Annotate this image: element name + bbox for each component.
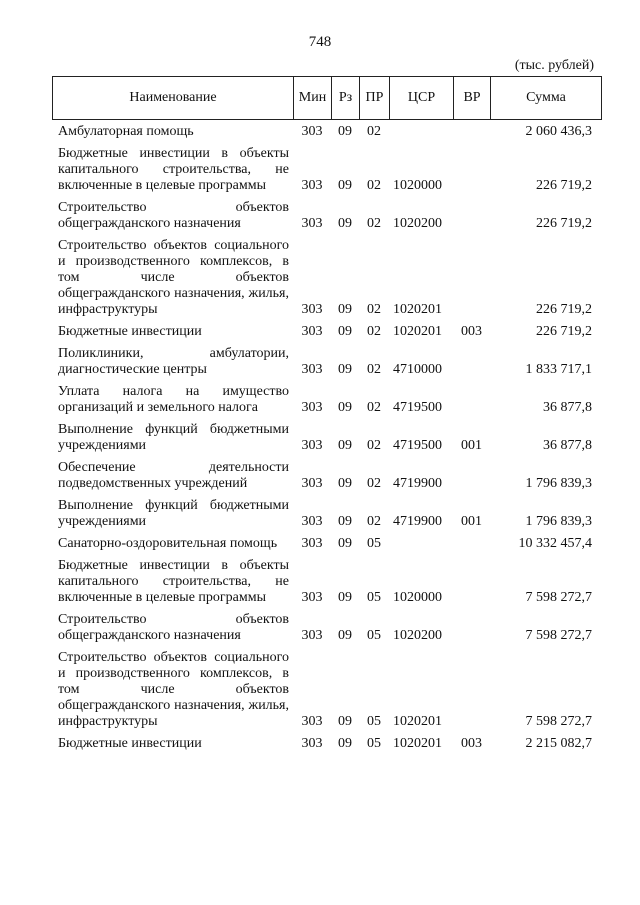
cell-min: 303 (301, 714, 323, 729)
table-header (52, 76, 602, 120)
table-row (52, 422, 602, 454)
cell-min: 303 (301, 178, 323, 193)
table-row (52, 200, 602, 232)
table-row (52, 736, 602, 752)
cell-csr: 1020200 (393, 628, 442, 643)
cell-sum: 226 719,2 (536, 324, 592, 339)
cell-name: Строительство объектов социального и производственного комплексов, в том числе объектов общегражданского назначения, жилья, инфраструктуры (58, 238, 289, 317)
column-header-sum: Сумма (526, 90, 566, 105)
cell-rz: 09 (338, 400, 352, 415)
cell-sum: 226 719,2 (536, 178, 592, 193)
cell-sum: 7 598 272,7 (525, 714, 592, 729)
cell-vr: 001 (461, 438, 482, 453)
cell-vr: 001 (461, 514, 482, 529)
cell-csr: 4719900 (393, 476, 442, 491)
cell-rz: 09 (338, 216, 352, 231)
table-row (52, 460, 602, 492)
units-label: (тыс. рублей) (514, 58, 594, 73)
cell-rz: 09 (338, 362, 352, 377)
table-body (52, 124, 602, 758)
cell-csr: 1020000 (393, 178, 442, 193)
cell-pr: 05 (367, 536, 381, 551)
cell-min: 303 (301, 514, 323, 529)
cell-pr: 05 (367, 714, 381, 729)
cell-pr: 02 (367, 514, 381, 529)
cell-name: Бюджетные инвестиции (58, 736, 202, 751)
table-row (52, 146, 602, 194)
column-header-rz: Рз (332, 77, 360, 119)
cell-sum: 2 060 436,3 (525, 124, 592, 139)
table-row (52, 536, 602, 552)
cell-pr: 02 (367, 400, 381, 415)
cell-pr: 02 (367, 438, 381, 453)
cell-name: Обеспечение деятельности подведомственных учреждений (58, 460, 289, 491)
cell-rz: 09 (338, 438, 352, 453)
cell-min: 303 (301, 216, 323, 231)
cell-vr: 003 (461, 324, 482, 339)
table-row (52, 238, 602, 318)
cell-pr: 05 (367, 590, 381, 605)
cell-min: 303 (301, 628, 323, 643)
table-row (52, 384, 602, 416)
cell-pr: 02 (367, 302, 381, 317)
cell-csr: 4719500 (393, 438, 442, 453)
cell-rz: 09 (338, 302, 352, 317)
cell-sum: 226 719,2 (536, 302, 592, 317)
cell-min: 303 (301, 736, 323, 751)
cell-name: Выполнение функций бюджетными учреждениями (58, 422, 289, 453)
cell-rz: 09 (338, 514, 352, 529)
cell-name: Строительство объектов социального и производственного комплексов, в том числе объектов общегражданского назначения, жилья, инфраструктуры (58, 650, 289, 729)
cell-name: Поликлиники, амбулатории, диагностические центры (58, 346, 289, 377)
cell-sum: 226 719,2 (536, 216, 592, 231)
column-header-name: Наименование (53, 77, 294, 119)
cell-rz: 09 (338, 736, 352, 751)
cell-csr: 1020200 (393, 216, 442, 231)
cell-csr: 1020201 (393, 302, 442, 317)
cell-name: Строительство объектов общегражданского назначения (58, 612, 289, 643)
cell-sum: 7 598 272,7 (525, 590, 592, 605)
cell-name: Амбулаторная помощь (58, 124, 194, 139)
table-row (52, 346, 602, 378)
cell-pr: 02 (367, 124, 381, 139)
cell-sum: 36 877,8 (543, 400, 592, 415)
cell-pr: 05 (367, 736, 381, 751)
cell-min: 303 (301, 400, 323, 415)
table-row (52, 558, 602, 606)
cell-rz: 09 (338, 536, 352, 551)
cell-name: Выполнение функций бюджетными учреждениями (58, 498, 289, 529)
cell-min: 303 (301, 324, 323, 339)
cell-pr: 02 (367, 476, 381, 491)
cell-rz: 09 (338, 324, 352, 339)
cell-min: 303 (301, 124, 323, 139)
cell-name: Бюджетные инвестиции в объекты капитального строительства, не включенные в целевые программы (58, 146, 289, 193)
cell-min: 303 (301, 476, 323, 491)
cell-sum: 1 796 839,3 (525, 514, 592, 529)
cell-name: Строительство объектов общегражданского назначения (58, 200, 289, 231)
cell-min: 303 (301, 438, 323, 453)
cell-sum: 1 833 717,1 (525, 362, 592, 377)
cell-csr: 1020201 (393, 736, 442, 751)
cell-csr: 4719500 (393, 400, 442, 415)
table-row (52, 650, 602, 730)
page-number: 748 (308, 34, 332, 50)
cell-min: 303 (301, 302, 323, 317)
cell-vr: 003 (461, 736, 482, 751)
cell-rz: 09 (338, 714, 352, 729)
cell-pr: 05 (367, 628, 381, 643)
cell-sum: 1 796 839,3 (525, 476, 592, 491)
table-row (52, 324, 602, 340)
cell-min: 303 (301, 362, 323, 377)
cell-name: Уплата налога на имущество организаций и земельного налога (58, 384, 289, 415)
cell-rz: 09 (338, 628, 352, 643)
cell-pr: 02 (367, 362, 381, 377)
cell-pr: 02 (367, 178, 381, 193)
cell-min: 303 (301, 590, 323, 605)
column-header-csr: ЦСР (390, 77, 454, 119)
cell-rz: 09 (338, 590, 352, 605)
cell-rz: 09 (338, 124, 352, 139)
cell-name: Санаторно-оздоровительная помощь (58, 536, 278, 551)
cell-csr: 4710000 (393, 362, 442, 377)
table-row (52, 124, 602, 140)
cell-csr: 1020201 (393, 324, 442, 339)
column-header-pr: ПР (360, 77, 390, 119)
column-header-min: Мин (294, 77, 332, 119)
cell-pr: 02 (367, 324, 381, 339)
cell-sum: 10 332 457,4 (518, 536, 592, 551)
cell-name: Бюджетные инвестиции (58, 324, 202, 339)
cell-min: 303 (301, 536, 323, 551)
cell-rz: 09 (338, 476, 352, 491)
column-header-vr: ВР (454, 77, 491, 119)
cell-rz: 09 (338, 178, 352, 193)
cell-sum: 7 598 272,7 (525, 628, 592, 643)
cell-name: Бюджетные инвестиции в объекты капитального строительства, не включенные в целевые программы (58, 558, 289, 605)
cell-pr: 02 (367, 216, 381, 231)
cell-sum: 36 877,8 (543, 438, 592, 453)
table-row (52, 612, 602, 644)
cell-sum: 2 215 082,7 (525, 736, 592, 751)
cell-csr: 1020201 (393, 714, 442, 729)
table-row (52, 498, 602, 530)
cell-csr: 1020000 (393, 590, 442, 605)
cell-csr: 4719900 (393, 514, 442, 529)
